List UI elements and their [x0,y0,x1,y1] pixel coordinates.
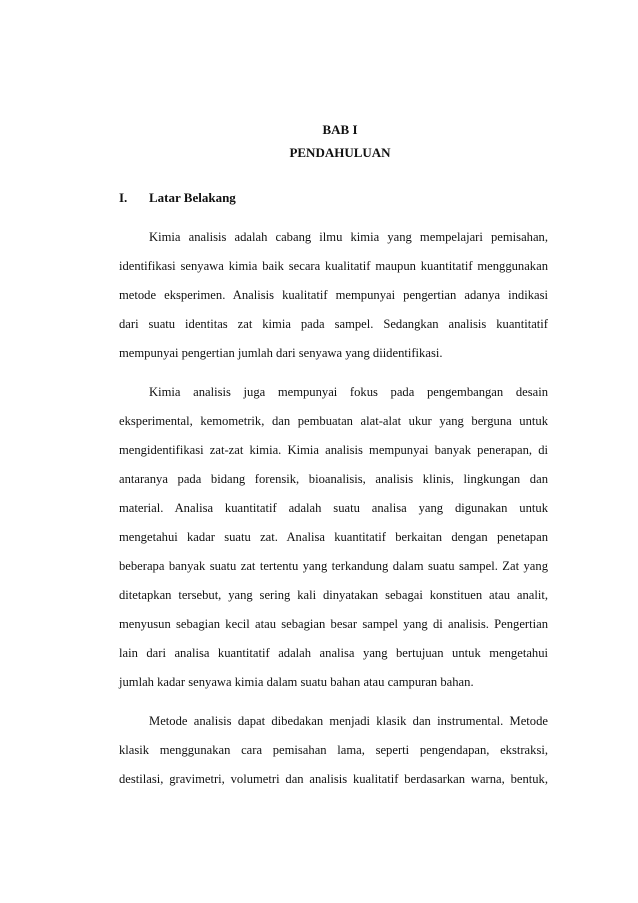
paragraph-2-line: eksperimental, kemometrik, dan pembuatan alat-alat ukur yang berguna untuk [119,414,548,428]
paragraph-2-line: lain dari analisa kuantitatif adalah analisa yang bertujuan untuk mengetahui [119,646,548,660]
paragraph-2-line: mengetahui kadar suatu zat. Analisa kuantitatif berkaitan dengan penetapan [119,530,548,544]
paragraph-2-line: antaranya pada bidang forensik, bioanalisis, analisis klinis, lingkungan dan [119,472,548,486]
paragraph-1-line: identifikasi senyawa kimia baik secara kualitatif maupun kuantitatif menggunakan [119,259,548,273]
paragraph-2-line: menyusun sebagian kecil atau sebagian besar sampel yang di analisis. Pengertian [119,617,548,631]
paragraph-2-line: beberapa banyak suatu zat tertentu yang terkandung dalam suatu sampel. Zat yang [119,559,548,573]
paragraph-1-line: mempunyai pengertian jumlah dari senyawa yang diidentifikasi. [119,346,443,360]
paragraph-3-line: Metode analisis dapat dibedakan menjadi klasik dan instrumental. Metode [149,714,548,728]
paragraph-1-line: metode eksperimen. Analisis kualitatif mempunyai pengertian adanya indikasi [119,288,548,302]
paragraph-3-line: klasik menggunakan cara pemisahan lama, seperti pengendapan, ekstraksi, [119,743,548,757]
paragraph-2-line: material. Analisa kuantitatif adalah suatu analisa yang digunakan untuk [119,501,548,515]
section-title: Latar Belakang [149,190,236,205]
paragraph-2-line: mengidentifikasi zat-zat kimia. Kimia analisis mempunyai banyak penerapan, di [119,443,548,457]
paragraph-3-line: destilasi, gravimetri, volumetri dan analisis kualitatif berdasarkan warna, bentuk, [119,772,548,786]
chapter-number: BAB I [322,122,358,137]
paragraph-2-line: Kimia analisis juga mempunyai fokus pada pengembangan desain [149,385,548,399]
paragraph-2-line: jumlah kadar senyawa kimia dalam suatu bahan atau campuran bahan. [119,675,474,689]
paragraph-1-line: dari suatu identitas zat kimia pada sampel. Sedangkan analisis kuantitatif [119,317,548,331]
section-number: I. [119,190,128,205]
chapter-title: PENDAHULUAN [289,145,391,160]
paragraph-2-line: ditetapkan tersebut, yang sering kali dinyatakan sebagai konstituen atau analit, [119,588,548,602]
paragraph-1-line: Kimia analisis adalah cabang ilmu kimia yang mempelajari pemisahan, [149,230,548,244]
section-heading [119,190,236,206]
